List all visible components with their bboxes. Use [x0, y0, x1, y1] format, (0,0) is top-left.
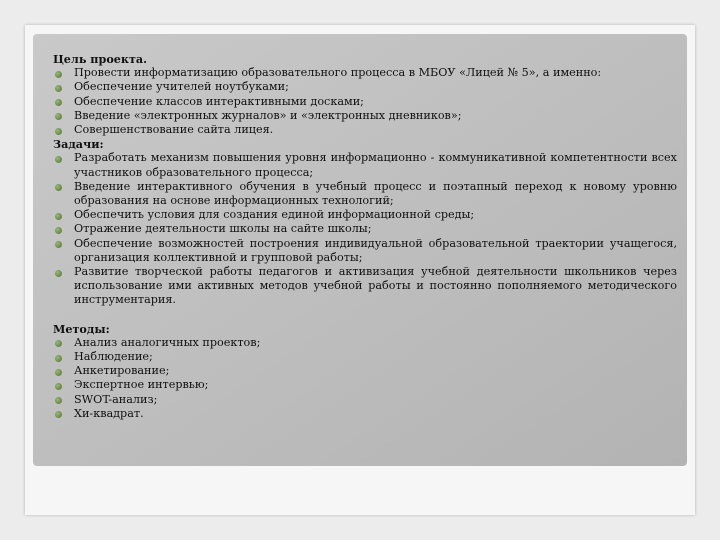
methods-heading: Методы: — [53, 321, 110, 336]
bullet-icon — [55, 85, 62, 92]
list-item-text: Анализ аналогичных проектов; — [74, 335, 261, 349]
list-item — [53, 237, 677, 265]
list-item — [53, 180, 677, 208]
bullet-icon — [55, 241, 62, 248]
list-item-text: Провести информатизацию образовательного процесса в МБОУ «Лицей № 5», а именно: — [74, 66, 602, 80]
bullet-icon — [55, 270, 62, 277]
list-item-text: Обеспечение учителей ноутбуками; — [74, 80, 289, 94]
list-item-text: Хи-квадрат. — [74, 406, 144, 420]
list-item-text: Обеспечить условия для создания единой информационной среды; — [74, 208, 475, 222]
tasks-list — [53, 151, 677, 307]
list-item — [53, 66, 677, 80]
bullet-icon — [55, 411, 62, 418]
bullet-icon — [55, 369, 62, 376]
bullet-icon — [55, 156, 62, 163]
content-text — [53, 52, 677, 421]
bullet-icon — [55, 397, 62, 404]
bullet-icon — [55, 383, 62, 390]
section-spacer — [53, 308, 677, 322]
list-item-text: Отражение деятельности школы на сайте школы; — [74, 222, 372, 236]
list-item-text: Введение «электронных журналов» и «электронных дневников»; — [74, 108, 462, 122]
bullet-icon — [55, 113, 62, 120]
project-goal-heading: Цель проекта. — [53, 52, 148, 66]
list-item — [53, 364, 677, 378]
list-item-text: Введение интерактивного обучения в учебный процесс и поэтапный переход к новому уровню образования на основе информационных технологий; — [74, 179, 677, 208]
methods-list — [53, 336, 677, 421]
list-item-text: Анкетирование; — [74, 364, 170, 378]
list-item — [53, 350, 677, 364]
list-item — [53, 265, 677, 308]
list-item — [53, 336, 677, 350]
bullet-icon — [55, 184, 62, 191]
bullet-icon — [55, 99, 62, 106]
list-item-text: Обеспечение классов интерактивными досками; — [74, 94, 364, 108]
bullet-icon — [55, 71, 62, 78]
bullet-icon — [55, 213, 62, 220]
list-item — [53, 378, 677, 392]
list-item-text: Обеспечение возможностей построения индивидуальной образовательной траектории учащегося, организация коллективной и групповой работы; — [74, 236, 677, 264]
list-item-text: Наблюдение; — [74, 350, 153, 364]
list-item — [53, 208, 677, 222]
list-item — [53, 95, 677, 109]
project-goal-list — [53, 66, 677, 137]
list-item-text: Разработать механизм повышения уровня информационно - коммуникативной компетентности всех участников образовательного процесса; — [74, 151, 677, 179]
list-item-text: SWOT-анализ; — [74, 392, 158, 406]
list-item — [53, 80, 677, 94]
bullet-icon — [55, 227, 62, 234]
list-item — [53, 123, 677, 137]
list-item-text: Экспертное интервью; — [74, 378, 209, 392]
list-item — [53, 393, 677, 407]
list-item — [53, 109, 677, 123]
bullet-icon — [55, 128, 62, 135]
list-item — [53, 151, 677, 179]
list-item-text: Совершенствование сайта лицея. — [74, 123, 274, 137]
list-item-text: Развитие творческой работы педагогов и активизация учебной деятельности школьников через использование ими активных методов учебной работы и постоянно пополняемого методического инструментария. — [74, 265, 677, 307]
list-item — [53, 222, 677, 236]
bullet-icon — [55, 340, 62, 347]
list-item — [53, 407, 677, 421]
tasks-heading: Задачи: — [53, 137, 104, 152]
bullet-icon — [55, 355, 62, 362]
